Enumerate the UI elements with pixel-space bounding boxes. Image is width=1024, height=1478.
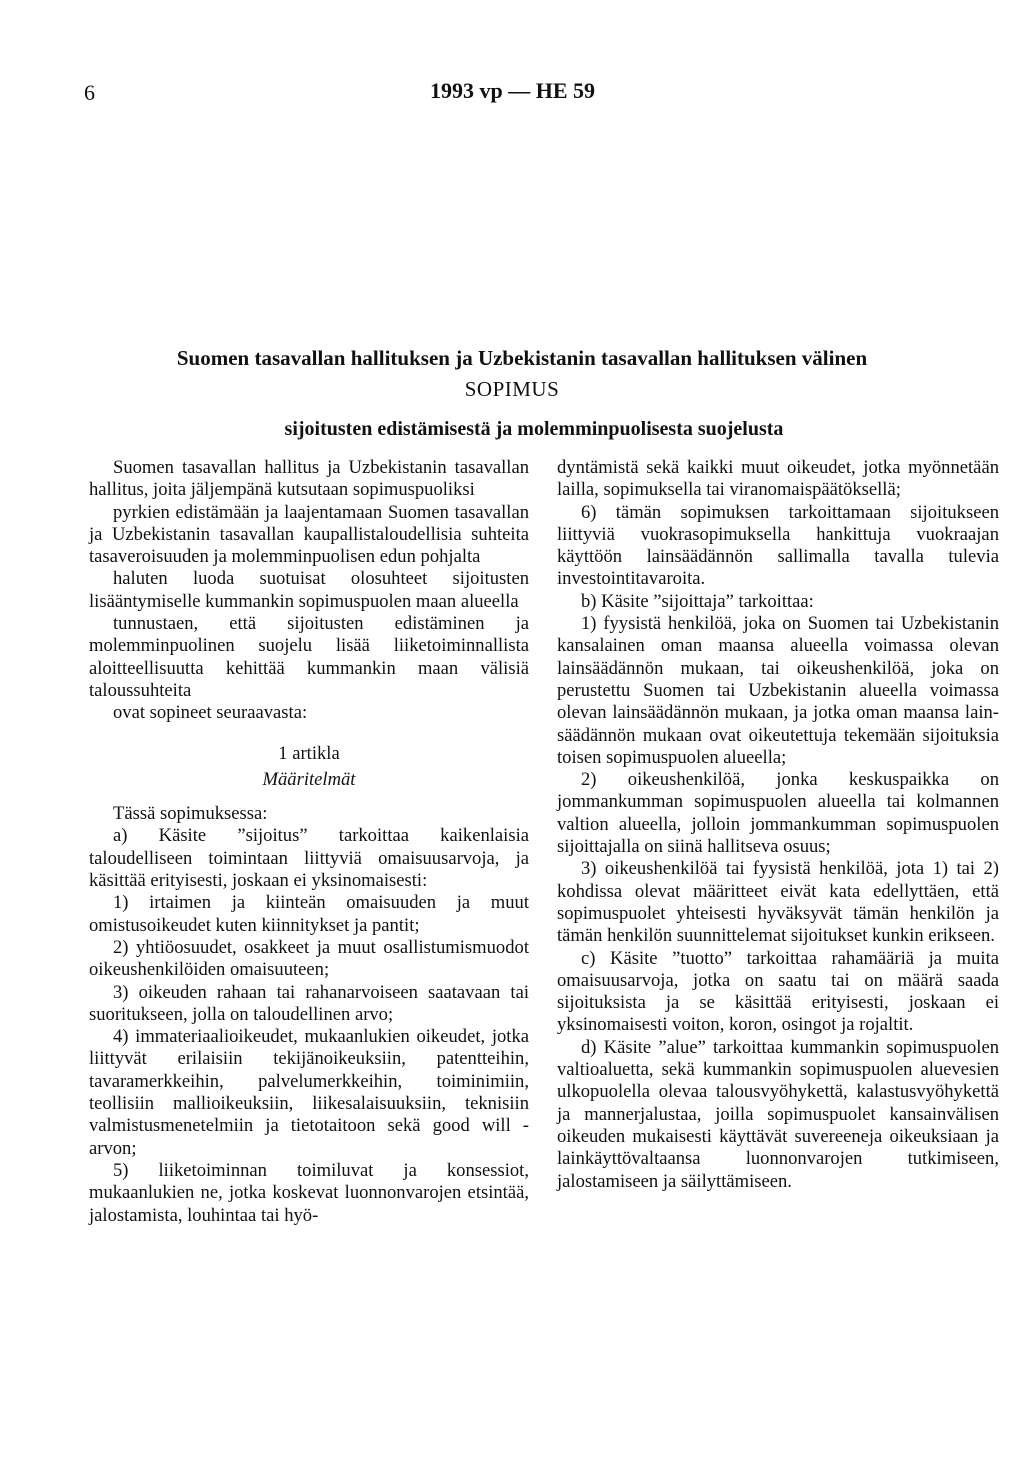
definition-paragraph: c) Käsite ”tuotto” tarkoittaa rahamääriä ja muita omaisuusarvoja, jotka on saatu tai on määrä saada sijoituksista ja se käsittää erityisesti, joskaan ei yksinomaisesti voiton, koron, osingot ja rojaltit.	[557, 947, 999, 1036]
page-number: 6	[84, 80, 95, 105]
preamble-paragraph: pyrkien edistämään ja laajentamaan Suomen tasavallan ja Uzbekistanin tasavallan kaupallistaloudellisia suhteita tasaveroisuuden ja molemminpuolisen edun pohjalta	[89, 501, 529, 568]
preamble-paragraph: haluten luoda suotuisat olosuhteet sijoitusten lisääntymiselle kummankin sopimuspuolen maan alueella	[89, 568, 529, 612]
document-title-line-3: sijoitusten edistämisestä ja molemminpuolisesta suojelusta	[284, 418, 784, 440]
definition-paragraph: a) Käsite ”sijoitus” tarkoittaa kaikenlaisia taloudelliseen toimintaan liittyviä omaisuusarvoja, ja käsittää erityisesti, joskaan ei yksinomaisesti:	[89, 825, 529, 892]
definition-paragraph: b) Käsite ”sijoittaja” tarkoittaa:	[581, 590, 814, 612]
definition-paragraph: 2) oikeushenkilöä, jonka keskuspaikka on jommankumman sopimuspuolen alueella tai kolmannen valtion alueella, jolloin jommankumman sopimuspuolen sijoittajalla on siinä hallitseva osuus;	[557, 769, 999, 858]
article-number: 1 artikla	[278, 742, 340, 764]
definition-paragraph: dyntämistä sekä kaikki muut oikeudet, jotka myönnetään lailla, sopimuksella tai viranomaispäätöksellä;	[557, 457, 999, 501]
definition-paragraph: 1) irtaimen ja kiinteän omaisuuden ja muut omistusoikeudet kuten kiinnitykset ja pantit;	[89, 892, 529, 936]
article-heading: Määritelmät	[262, 768, 356, 790]
definition-paragraph: 6) tämän sopimuksen tarkoittamaan sijoitukseen liittyviä vuokrasopimuksella hankittuja vuokraajan käyttöön lainsäädännön sallimalla tavalla tulevia investointitavaroita.	[557, 501, 999, 590]
preamble-paragraph: ovat sopineet seuraavasta:	[113, 702, 308, 724]
right-column	[557, 457, 999, 1193]
definition-paragraph: 1) fyysistä henkilöä, joka on Suomen tai Uzbekistanin kansalainen oman maansa alueella voimassa olevan lainsäädännön mukaan, tai oikeushenkilöä, joka on perustettu Suomen tai Uzbekistanin alueella voimassa olevan lainsäädännön mukaan, ja jotka oman maansa lainsäädännön mukaan ovat oikeutettuja tekemään sijoituksia toisen sopimuspuolen alueella;	[557, 613, 999, 768]
running-header: 1993 vp — HE 59	[430, 78, 596, 103]
document-title-line-1: Suomen tasavallan hallituksen ja Uzbekistanin tasavallan hallituksen välinen	[176, 346, 868, 370]
preamble-paragraph: Suomen tasavallan hallitus ja Uzbekistanin tasavallan hallitus, joita jäljempänä kutsutaan sopimuspuoliksi	[89, 457, 529, 501]
definition-paragraph: 2) yhtiöosuudet, osakkeet ja muut osallistumismuodot oikeushenkilöiden omaisuuteen;	[89, 936, 529, 981]
definition-paragraph: d) Käsite ”alue” tarkoittaa kummankin sopimuspuolen valtioaluetta, sekä kummankin sopimuspuolen aluevesien ulkopuolella olevaa talousvyöhykettä, kalastusvyöhykettä ja mannerjalustaa, joilla sopimuspuolet kansainvälisen oikeuden mukaisesti käyttävät suvereeneja oikeuksiaan ja lainkäyttövaltaansa luonnonvarojen tutkimiseen, jalostamiseen ja säilyttämiseen.	[557, 1036, 999, 1192]
definition-paragraph: 5) liiketoiminnan toimiluvat ja konsessiot, mukaanlukien ne, jotka koskevat luonnonvarojen etsintää, jalostamista, louhintaa tai hyö-	[89, 1159, 529, 1226]
preamble-paragraph: tunnustaen, että sijoitusten edistäminen ja molemminpuolinen suojelu lisää liiketoiminnallista aloitteellisuutta kehittää kummankin maan välisiä taloussuhteita	[89, 613, 529, 701]
definition-paragraph: 4) immateriaalioikeudet, mukaanlukien oikeudet, jotka liittyvät erilaisiin tekijänoikeuksiin, patentteihin, tavaramerkkeihin, palvelumerkkeihin, toiminimiin, teollisiin mallioikeuksiin, liikesalaisuuksiin, teknisiin valmistusmenetelmiin ja tietotaitoon sekä good will -arvon;	[89, 1026, 529, 1159]
article-intro: Tässä sopimuksessa:	[113, 803, 268, 825]
left-column	[89, 457, 529, 1227]
document-title-sopimus: SOPIMUS	[464, 377, 560, 401]
definition-paragraph: 3) oikeuden rahaan tai rahanarvoiseen saatavaan tai suoritukseen, jolla on taloudellinen arvo;	[89, 981, 529, 1025]
definition-paragraph: 3) oikeushenkilöä tai fyysistä henkilöä, jota 1) tai 2) kohdissa olevat määritteet eivät kata edellyttäen, että sopimuspuolet yhteisesti hyväksyvät tämän henkilön ja tämän henkilön suunnittelemat sijoitukset kunkin erikseen.	[557, 858, 999, 947]
